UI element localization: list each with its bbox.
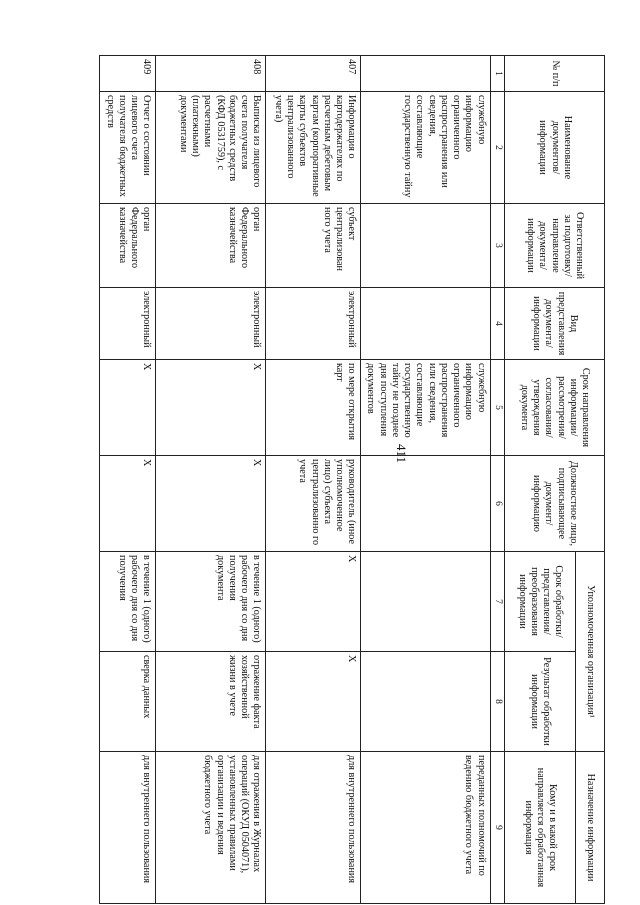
table-row bbox=[361, 56, 490, 904]
header-upo-result: Результат обработки информации bbox=[505, 652, 576, 752]
cell-signer: X bbox=[156, 456, 266, 552]
cell-signer bbox=[361, 456, 490, 552]
cell-upo-term: в течение 1 (одного) рабочего дня со дня получения документа bbox=[156, 552, 266, 652]
header-purpose: Кому и в какой срок направляется обработанная информация bbox=[505, 752, 576, 904]
index-cell: 1 bbox=[490, 56, 504, 92]
document-table bbox=[99, 55, 605, 904]
header-name: Наименование документов/ информации bbox=[505, 92, 605, 204]
document-sheet bbox=[104, 55, 605, 903]
cell-term: служебную информацию ограниченного распространения или сведения, составляющие государственную тайну не позднее дня поступления документов bbox=[361, 360, 490, 456]
cell-responsible bbox=[361, 204, 490, 288]
cell-upo-term: в течение 1 (одного) рабочего дня со дня получения bbox=[100, 552, 156, 652]
cell-responsible: орган Федерального казначейства bbox=[156, 204, 266, 288]
header-responsible: Ответственный за подготовку/ направление документа/ информации bbox=[505, 204, 605, 288]
index-cell: 3 bbox=[490, 204, 504, 288]
cell-term: X bbox=[156, 360, 266, 456]
cell-purpose: для внутреннего пользования bbox=[100, 752, 156, 904]
cell-kind bbox=[361, 288, 490, 360]
cell-purpose: для внутреннего пользования bbox=[266, 752, 361, 904]
table-row bbox=[100, 56, 156, 904]
cell-name: Отчет о состоянии лицевого счета получателя бюджетных средств bbox=[100, 92, 156, 204]
cell-signer: X bbox=[100, 456, 156, 552]
cell-purpose: для отражения в Журналах операций (ОКУД 0504071), установленных правилами организации и ведения бюджетного учета bbox=[156, 752, 266, 904]
index-row bbox=[490, 56, 504, 904]
cell-kind: электронный bbox=[266, 288, 361, 360]
page-number: 411 bbox=[394, 444, 409, 464]
header-group-upo: Уполномоченная организация¹ bbox=[576, 552, 605, 752]
index-cell: 9 bbox=[490, 752, 504, 904]
index-cell: 4 bbox=[490, 288, 504, 360]
cell-upo-result: X bbox=[266, 652, 361, 752]
cell-purpose: переданных полномочий по ведению бюджетного учета bbox=[361, 752, 490, 904]
header-num: № п/п bbox=[505, 56, 605, 92]
cell-num: 407 bbox=[266, 56, 361, 92]
cell-name: служебную информацию ограниченного распространения или сведения, составляющие государственную тайну bbox=[361, 92, 490, 204]
cell-upo-result: сверка данных bbox=[100, 652, 156, 752]
cell-term: по мере открытия карт bbox=[266, 360, 361, 456]
cell-term: X bbox=[100, 360, 156, 456]
cell-upo-term: X bbox=[266, 552, 361, 652]
table-row bbox=[266, 56, 361, 904]
cell-upo-result: отражение факта хозяйственной жизни в учете bbox=[156, 652, 266, 752]
header-upo-term: Срок обработки/ представления/ преобразования информации bbox=[505, 552, 576, 652]
header-row-top bbox=[576, 56, 605, 904]
table-row bbox=[156, 56, 266, 904]
index-cell: 5 bbox=[490, 360, 504, 456]
cell-upo-term bbox=[361, 552, 490, 652]
cell-name: Выписка из лицевого счета получателя бюджетных средств (КФД 0531759), с расчетными (платежными) документами bbox=[156, 92, 266, 204]
cell-kind: электронный bbox=[156, 288, 266, 360]
cell-num bbox=[361, 56, 490, 92]
header-group-purpose: Назначение информации bbox=[576, 752, 605, 904]
cell-name: Информация о картодержателях по расчетным дебетовым картам (корпоративные карты субъектов централизованного учета) bbox=[266, 92, 361, 204]
index-cell: 6 bbox=[490, 456, 504, 552]
header-term: Срок направления информации/ рассмотрения/ согласования/ утверждения документа bbox=[505, 360, 605, 456]
cell-num: 409 bbox=[100, 56, 156, 92]
cell-kind: электронный bbox=[100, 288, 156, 360]
cell-upo-result bbox=[361, 652, 490, 752]
index-cell: 8 bbox=[490, 652, 504, 752]
header-signer: Должностное лицо, подписывающее документ/ информацию bbox=[505, 456, 605, 552]
cell-signer: руководитель (иное уполномоченное лицо) субъекта централизованно го учета bbox=[266, 456, 361, 552]
index-cell: 7 bbox=[490, 552, 504, 652]
index-cell: 2 bbox=[490, 92, 504, 204]
cell-responsible: орган Федерального казначейства bbox=[100, 204, 156, 288]
cell-num: 408 bbox=[156, 56, 266, 92]
cell-responsible: субъект централизован ного учета bbox=[266, 204, 361, 288]
header-kind: Вид представления документа/ информации bbox=[505, 288, 605, 360]
